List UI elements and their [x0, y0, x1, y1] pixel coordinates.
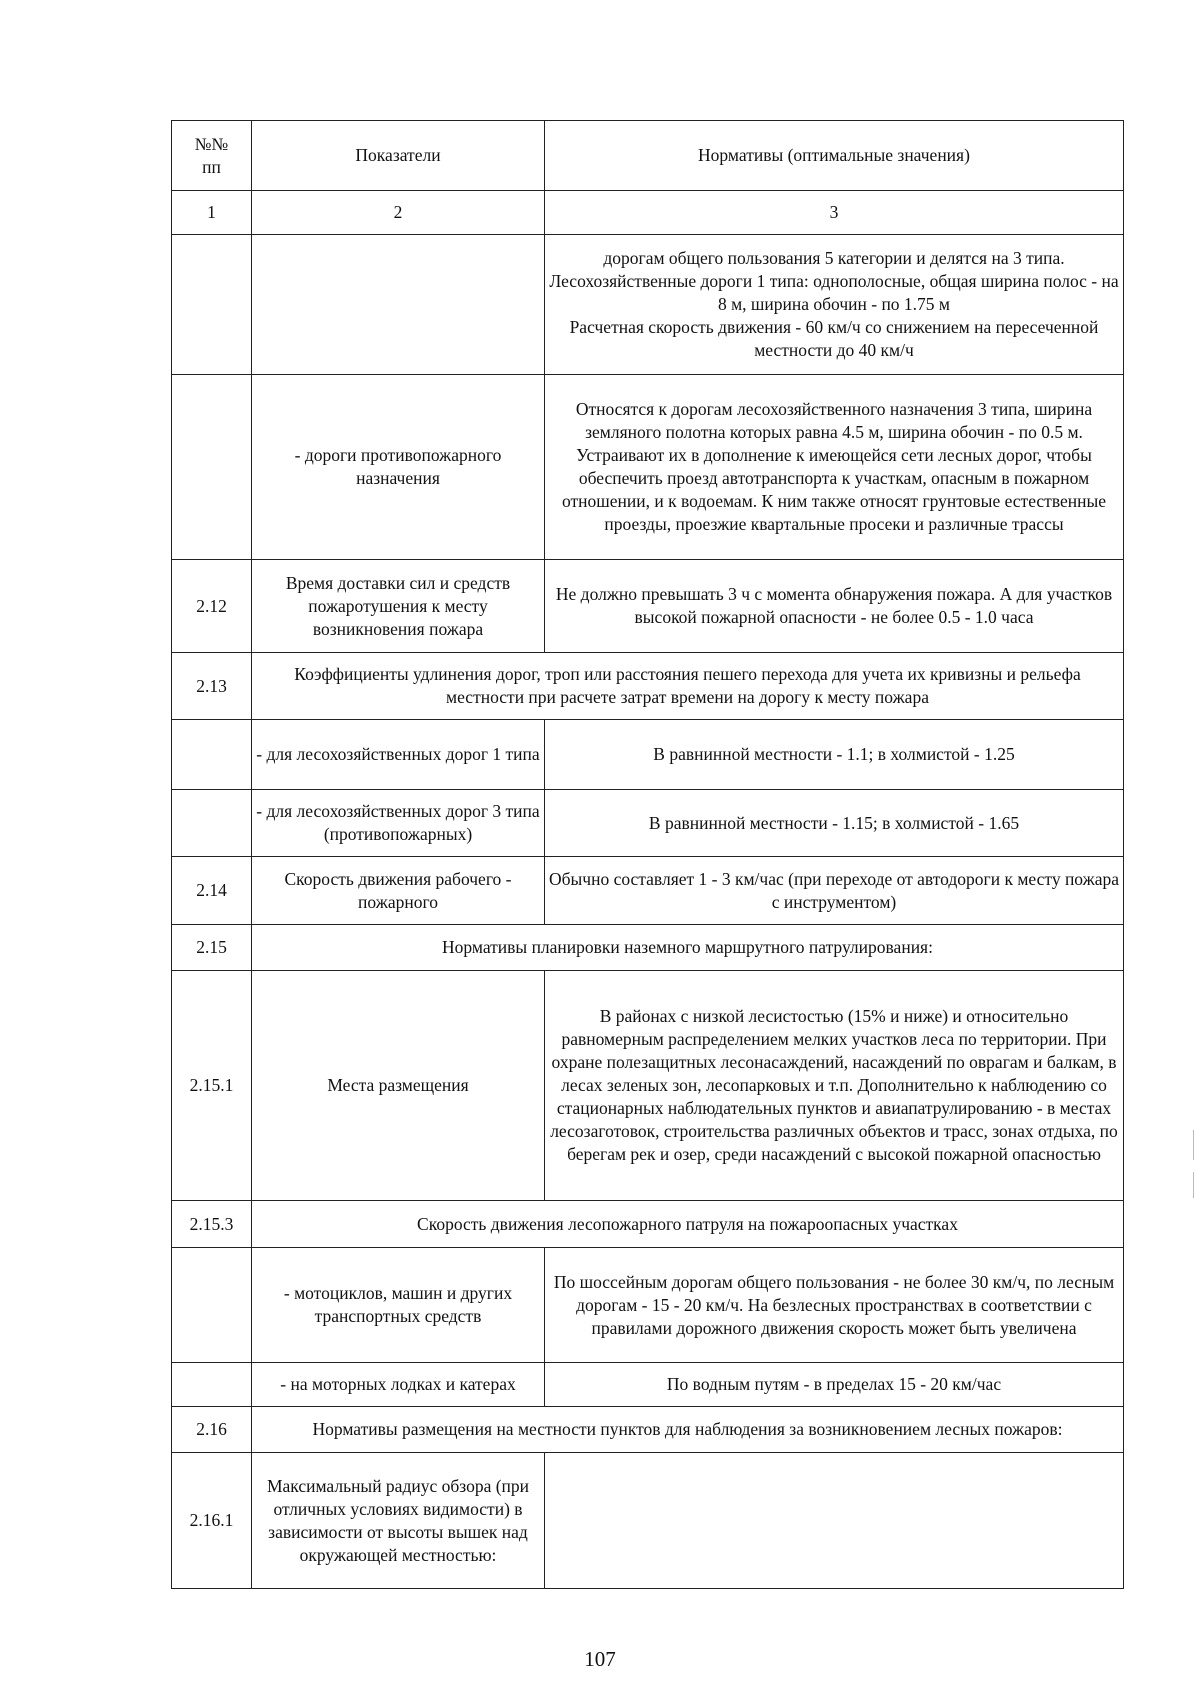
table-row: [172, 1453, 1124, 1589]
row-number-cell: 2.15.1: [172, 971, 252, 1201]
norm-value-cell: Относятся к дорогам лесохозяйственного назначения 3 типа, ширина земляного полотна которых равна 4.5 м, ширина обочин - по 0.5 м. Устраивают их в дополнение к имеющейся сети лесных дорог, чтобы обеспечить проезд автотранспорта к участкам, опасным в пожарном отношении, и к водоемам. К ним также относят грунтовые естественные проезды, проезжие квартальные просеки и различные трассы: [545, 375, 1124, 560]
merged-section-cell: Нормативы планировки наземного маршрутного патрулирования:: [252, 925, 1124, 971]
row-number-cell: 2.13: [172, 653, 252, 720]
row-number-cell: [172, 790, 252, 857]
norm-value-cell: В районах с низкой лесистостью (15% и ниже) и относительно равномерным распределением мелких участков леса по территории. При охране полезащитных лесонасаждений, насаждений по оврагам и балкам, в лесах зеленых зон, лесопарковых и т.п. Дополнительно к наблюдению со стационарных наблюдательных пунктов и авиапатрулированию - в местах лесозаготовок, строительства различных объектов и трасс, зонах отдыха, по берегам рек и озер, среди насаждений с высокой пожарной опасностью: [545, 971, 1124, 1201]
row-number-cell: [172, 375, 252, 560]
norm-value-cell: Обычно составляет 1 - 3 км/час (при переходе от автодороги к месту пожара с инструментом): [545, 857, 1124, 925]
row-number-cell: [172, 1363, 252, 1407]
indicator-cell: Скорость движения рабочего - пожарного: [252, 857, 545, 925]
indicator-cell: Максимальный радиус обзора (при отличных условиях видимости) в зависимости от высоты вышек над окружающей местностью:: [252, 1453, 545, 1589]
row-number-cell: 2.16: [172, 1407, 252, 1453]
norm-value-cell: Не должно превышать 3 ч с момента обнаружения пожара. А для участков высокой пожарной опасности - не более 0.5 - 1.0 часа: [545, 560, 1124, 653]
scan-edge-mark: [1193, 1172, 1194, 1198]
column-number-cell: 2: [252, 191, 545, 235]
merged-section-cell: Коэффициенты удлинения дорог, троп или расстояния пешего перехода для учета их кривизны и рельефа местности при расчете затрат времени на дорогу к месту пожара: [252, 653, 1124, 720]
column-numbers-row: [172, 191, 1124, 235]
row-number-cell: 2.16.1: [172, 1453, 252, 1589]
row-number-cell: 2.12: [172, 560, 252, 653]
row-number-cell: [172, 235, 252, 375]
table-row: [172, 971, 1124, 1201]
row-number-cell: [172, 720, 252, 790]
table-row: [172, 235, 1124, 375]
norm-value-cell: По шоссейным дорогам общего пользования - не более 30 км/ч, по лесным дорогам - 15 - 20 км/ч. На безлесных пространствах в соответствии с правилами дорожного движения скорость может быть увеличена: [545, 1248, 1124, 1363]
table-row: [172, 857, 1124, 925]
norm-value-cell: [545, 1453, 1124, 1589]
indicator-cell: Места размещения: [252, 971, 545, 1201]
scan-edge-mark: [1193, 1130, 1194, 1160]
table-row: [172, 1407, 1124, 1453]
row-number-cell: 2.14: [172, 857, 252, 925]
merged-section-cell: Скорость движения лесопожарного патруля на пожароопасных участках: [252, 1201, 1124, 1248]
indicator-cell: Время доставки сил и средств пожаротушения к месту возникновения пожара: [252, 560, 545, 653]
indicator-cell: - дороги противопожарного назначения: [252, 375, 545, 560]
header-row: [172, 121, 1124, 191]
table-row: [172, 1363, 1124, 1407]
table-row: [172, 1201, 1124, 1248]
table-row: [172, 790, 1124, 857]
indicator-cell: - мотоциклов, машин и других транспортных средств: [252, 1248, 545, 1363]
table-row: [172, 375, 1124, 560]
norm-value-cell: В равнинной местности - 1.1; в холмистой - 1.25: [545, 720, 1124, 790]
header-norms-cell: Нормативы (оптимальные значения): [545, 121, 1124, 191]
indicator-cell: - для лесохозяйственных дорог 1 типа: [252, 720, 545, 790]
table-row: [172, 925, 1124, 971]
row-number-cell: 2.15: [172, 925, 252, 971]
norm-value-cell: дорогам общего пользования 5 категории и делятся на 3 типа. Лесохозяйственные дороги 1 типа: однополосные, общая ширина полос - на 8 м, ширина обочин - по 1.75 м Расчетная скорость движения - 60 км/ч со снижением на пересеченной местности до 40 км/ч: [545, 235, 1124, 375]
column-number-cell: 3: [545, 191, 1124, 235]
merged-section-cell: Нормативы размещения на местности пунктов для наблюдения за возникновением лесных пожаров:: [252, 1407, 1124, 1453]
norms-table: [171, 120, 1124, 1589]
table-row: [172, 560, 1124, 653]
indicator-cell: - для лесохозяйственных дорог 3 типа (противопожарных): [252, 790, 545, 857]
norm-value-cell: В равнинной местности - 1.15; в холмистой - 1.65: [545, 790, 1124, 857]
header-num-cell: №№ пп: [172, 121, 252, 191]
header-indicator-cell: Показатели: [252, 121, 545, 191]
table-row: [172, 1248, 1124, 1363]
column-number-cell: 1: [172, 191, 252, 235]
indicator-cell: [252, 235, 545, 375]
norm-value-cell: По водным путям - в пределах 15 - 20 км/час: [545, 1363, 1124, 1407]
indicator-cell: - на моторных лодках и катерах: [252, 1363, 545, 1407]
table-row: [172, 653, 1124, 720]
row-number-cell: [172, 1248, 252, 1363]
table-row: [172, 720, 1124, 790]
page-number: 107: [584, 1647, 616, 1671]
row-number-cell: 2.15.3: [172, 1201, 252, 1248]
